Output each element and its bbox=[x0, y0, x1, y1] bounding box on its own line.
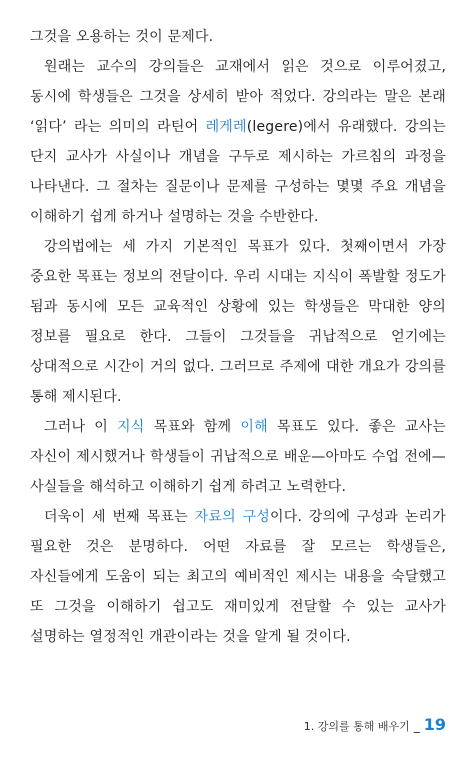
text-segment: (legere)에서 유래했다. 강의는 단지 교사가 사실이나 개념을 구두로 제시하는 가르침의 과정을 나타낸다. 그 절차는 질문이나 문제를 구성하는 몇몇 주요 개념을 이해하기 쉽게 하거나 설명하는 것을 수반한다. bbox=[30, 119, 446, 225]
text-segment: 그러나 이 bbox=[44, 419, 118, 435]
text-segment: 목표도 있다. 좋은 교사는 자신이 제시했거나 학생들이 귀납적으로 배운—아마도 수업 전에—사실들을 해석하고 이해하기 쉽게 하려고 노력한다. bbox=[30, 419, 446, 495]
text-segment: 원래는 교수의 강의들은 교재에서 읽은 것으로 이루어졌고, 동시에 학생들은 그것을 상세히 받아 적었다. 강의라는 말은 본래 ‘읽다’ 라는 의미의 라틴어 bbox=[30, 59, 446, 135]
paragraph bbox=[30, 502, 446, 652]
footer-separator: _ bbox=[413, 719, 420, 733]
text-segment: 더욱이 세 번째 목표는 bbox=[44, 509, 195, 525]
paragraph bbox=[30, 232, 446, 412]
page-number: 19 bbox=[423, 715, 446, 734]
highlighted-term: 이해 bbox=[240, 419, 268, 435]
text-segment: 이다. 강의에 구성과 논리가 필요한 것은 분명하다. 어떤 자료를 잘 모르는 학생들은, 자신들에게 도움이 되는 최고의 예비적인 제시는 내용을 숙달했고 또 그것을 이해하기 쉽고도 재미있게 전달할 수 있는 교사가 설명하는 열정적인 개관이라는 것을 알게 될 것이다. bbox=[30, 509, 446, 645]
paragraph bbox=[30, 52, 446, 232]
text-segment: 목표와 함께 bbox=[144, 419, 241, 435]
highlighted-term: 레게레 bbox=[205, 119, 247, 135]
paragraph bbox=[30, 412, 446, 502]
text-segment: 강의법에는 세 가지 기본적인 목표가 있다. 첫째이면서 가장 중요한 목표는 정보의 전달이다. 우리 시대는 지식이 폭발할 정도가 됨과 동시에 모든 교육적인 상황에 있는 학생들은 막대한 양의 정보를 필요로 한다. 그들이 그것들을 귀납적으로 얻기에는 상대적으로 시간이 거의 없다. 그러므로 주제에 대한 개요가 강의를 통해 제시된다. bbox=[30, 239, 446, 405]
highlighted-term: 자료의 구성 bbox=[194, 509, 271, 525]
running-footer-chapter: 1. 강의를 통해 배우기 bbox=[303, 720, 410, 733]
page-footer bbox=[304, 715, 446, 734]
body-text bbox=[30, 22, 446, 652]
highlighted-term: 지식 bbox=[117, 419, 145, 435]
text-segment: 그것을 오용하는 것이 문제다. bbox=[30, 29, 214, 45]
paragraph bbox=[30, 22, 446, 52]
